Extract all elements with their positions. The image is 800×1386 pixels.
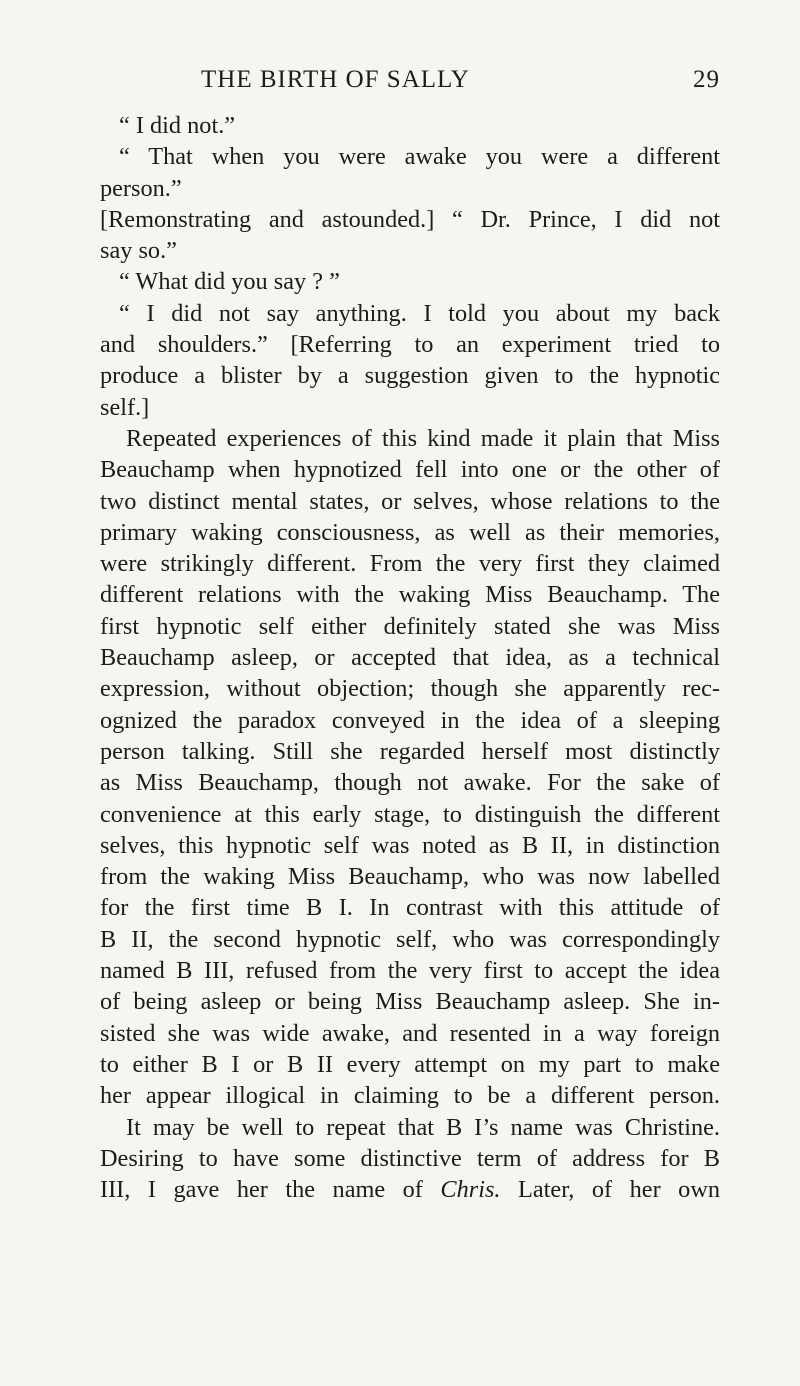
text-line: produce a blister by a suggestion given to the hypnotic bbox=[100, 362, 720, 390]
text-line: two distinct mental states, or selves, whose relations to the bbox=[100, 487, 720, 515]
text-line: “ That when you were awake you were a different bbox=[119, 143, 720, 171]
text-line: person talking. Still she regarded herself most distinctly bbox=[100, 737, 720, 765]
text-segment: Later, of her own bbox=[518, 1176, 721, 1204]
text-line: different relations with the waking Miss Beauchamp. The bbox=[100, 581, 720, 609]
text-line: Desiring to have some distinctive term of address for B bbox=[100, 1144, 720, 1172]
text-line: “ I did not say anything. I told you about my back bbox=[119, 299, 720, 327]
page-number: 29 bbox=[693, 66, 720, 93]
text-line: first hypnotic self either definitely stated she was Miss bbox=[100, 612, 720, 640]
text-line: from the waking Miss Beauchamp, who was now labelled bbox=[100, 863, 720, 891]
text-line: B II, the second hypnotic self, who was correspondingly bbox=[100, 925, 720, 953]
body-text bbox=[100, 110, 720, 1205]
text-line: Repeated experiences of this kind made it plain that Miss bbox=[126, 424, 720, 452]
text-line: “ What did you say ? ” bbox=[119, 268, 340, 296]
text-line: [Remonstrating and astounded.] “ Dr. Prince, I did not bbox=[100, 205, 720, 233]
text-line: for the first time B I. In contrast with this attitude of bbox=[100, 894, 720, 922]
text-line: convenience at this early stage, to distinguish the different bbox=[100, 800, 720, 828]
page-header bbox=[100, 66, 720, 96]
text-line: Beauchamp asleep, or accepted that idea, as a technical bbox=[100, 644, 720, 672]
text-line: “ I did not.” bbox=[119, 112, 236, 139]
text-line: Beauchamp when hypnotized fell into one or the other of bbox=[100, 456, 720, 484]
text-line: ognized the paradox conveyed in the idea of a sleeping bbox=[100, 706, 720, 734]
italic-name: Chris. bbox=[440, 1176, 501, 1204]
text-segment: III, I gave her the name of bbox=[100, 1176, 423, 1204]
text-line: as Miss Beauchamp, though not awake. For the sake of bbox=[100, 769, 720, 797]
text-line: It may be well to repeat that B I’s name was Christine. bbox=[126, 1113, 720, 1141]
text-line: were strikingly different. From the very first they claimed bbox=[100, 550, 720, 578]
text-line: named B III, refused from the very first to accept the idea bbox=[100, 957, 720, 985]
text-line: expression, without objection; though she apparently rec- bbox=[100, 675, 720, 703]
text-line: her appear illogical in claiming to be a different person. bbox=[100, 1082, 720, 1110]
text-line: self.] bbox=[100, 393, 150, 421]
running-title: THE BIRTH OF SALLY bbox=[201, 66, 470, 93]
text-line: person.” bbox=[100, 174, 182, 202]
text-line: and shoulders.” [Referring to an experiment tried to bbox=[100, 331, 720, 359]
text-line: say so.” bbox=[100, 237, 177, 265]
text-line: selves, this hypnotic self was noted as B II, in distinction bbox=[100, 831, 720, 859]
text-line-last bbox=[100, 1174, 720, 1205]
text-line: to either B I or B II every attempt on my part to make bbox=[100, 1050, 720, 1078]
text-line: primary waking consciousness, as well as their memories, bbox=[100, 518, 720, 546]
text-line: sisted she was wide awake, and resented in a way foreign bbox=[100, 1019, 720, 1047]
text-line: of being asleep or being Miss Beauchamp asleep. She in- bbox=[100, 988, 720, 1016]
